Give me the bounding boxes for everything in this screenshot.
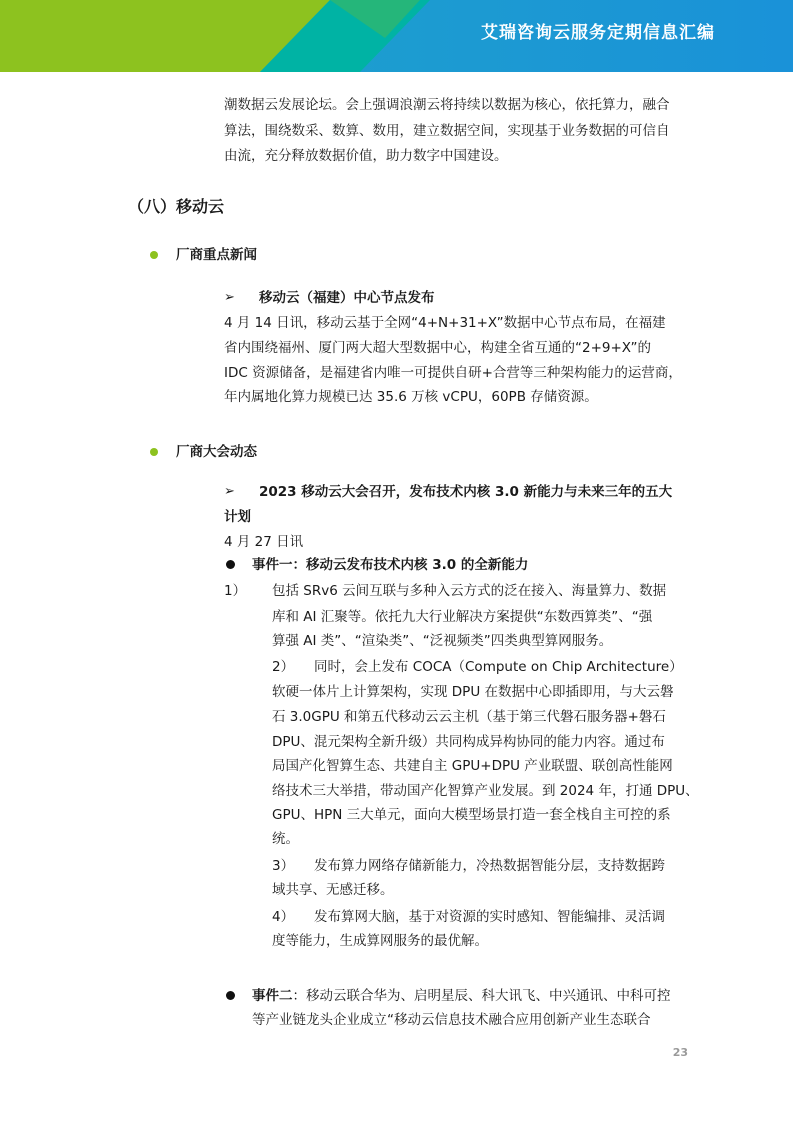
item1-number: 1） — [224, 583, 247, 599]
event1-title: 事件一：移动云发布技术内核 3.0 的全新能力 — [252, 557, 529, 573]
item3-number: 3） — [272, 858, 295, 874]
news-line: 省内围绕福州、厦门两大超大型数据中心，构建全省互通的“2+9+X”的 — [224, 340, 651, 356]
item2-line: 络技术三大举措，带动国产化智算产业发展。到 2024 年，打通 DPU、 — [272, 783, 699, 799]
item2-line: DPU、混元架构全新升级）共同构成异构协同的能力内容。通过布 — [272, 734, 665, 750]
arrow-bullet-icon: ➢ — [224, 290, 235, 305]
news-title: 移动云（福建）中心节点发布 — [259, 290, 435, 306]
header-banner — [0, 0, 793, 72]
conference-heading: 厂商大会动态 — [176, 444, 257, 460]
item2-line: 局国产化智算生态、共建自主 GPU+DPU 产业联盟、联创高性能网 — [272, 758, 673, 774]
section-title: （八）移动云 — [128, 197, 225, 216]
item2-line: 统。 — [272, 831, 299, 847]
conference-title-cont: 计划 — [224, 509, 251, 525]
bullet-dot — [150, 251, 158, 259]
bullet-dot — [150, 448, 158, 456]
arrow-bullet-icon: ➢ — [224, 484, 235, 499]
event-bullet-dot — [226, 991, 235, 1000]
news-heading: 厂商重点新闻 — [176, 247, 257, 263]
intro-line: 由流，充分释放数据价值，助力数字中国建设。 — [224, 148, 508, 164]
news-line: IDC 资源储备，是福建省内唯一可提供自研+合营等三种架构能力的运营商， — [224, 365, 682, 381]
event-bullet-dot — [226, 560, 235, 569]
event2-label: 事件二 — [252, 988, 293, 1004]
page-number: 23 — [672, 1046, 688, 1059]
news-line: 年内属地化算力规模已达 35.6 万核 vCPU，60PB 存储资源。 — [224, 389, 598, 405]
event2-text: ：移动云联合华为、启明星辰、科大讯飞、中兴通讯、中科可控 — [292, 988, 671, 1004]
event2-line: 等产业链龙头企业成立“移动云信息技术融合应用创新产业生态联合 — [252, 1012, 651, 1028]
item4-line: 发布算网大脑，基于对资源的实时感知、智能编排、灵活调 — [314, 909, 665, 925]
item1-line: 库和 AI 汇聚等。依托九大行业解决方案提供“东数西算类”、“强 — [272, 609, 653, 625]
item4-line: 度等能力，生成算网服务的最优解。 — [272, 933, 488, 949]
item2-number: 2） — [272, 659, 295, 675]
intro-line: 潮数据云发展论坛。会上强调浪潮云将持续以数据为核心，依托算力，融合 — [224, 97, 670, 113]
conference-date: 4 月 27 日讯 — [224, 534, 304, 550]
item2-line: 软硬一体片上计算架构，实现 DPU 在数据中心即插即用，与大云磐 — [272, 684, 674, 700]
intro-line: 算法，围绕数采、数算、数用，建立数据空间，实现基于业务数据的可信自 — [224, 123, 670, 139]
item1-line: 包括 SRv6 云间互联与多种入云方式的泛在接入、海量算力、数据 — [272, 583, 667, 599]
item3-line: 域共享、无感迁移。 — [272, 882, 394, 898]
conference-title: 2023 移动云大会召开，发布技术内核 3.0 新能力与未来三年的五大 — [259, 484, 673, 500]
news-line: 4 月 14 日讯，移动云基于全网“4+N+31+X”数据中心节点布局，在福建 — [224, 315, 666, 331]
item2-line: GPU、HPN 三大单元，面向大模型场景打造一套全栈自主可控的系 — [272, 807, 671, 823]
item1-line: 算强 AI 类”、“渲染类”、“泛视频类”四类典型算网服务。 — [272, 633, 613, 649]
item3-line: 发布算力网络存储新能力，冷热数据智能分层，支持数据跨 — [314, 858, 665, 874]
item2-line: 同时，会上发布 COCA（Compute on Chip Architecture） — [314, 659, 683, 675]
header-title: 艾瑞咨询云服务定期信息汇编 — [481, 23, 715, 43]
item4-number: 4） — [272, 909, 295, 925]
event2-line — [252, 986, 671, 1006]
item2-line: 石 3.0GPU 和第五代移动云云主机（基于第三代磐石服务器+磐石 — [272, 709, 666, 725]
